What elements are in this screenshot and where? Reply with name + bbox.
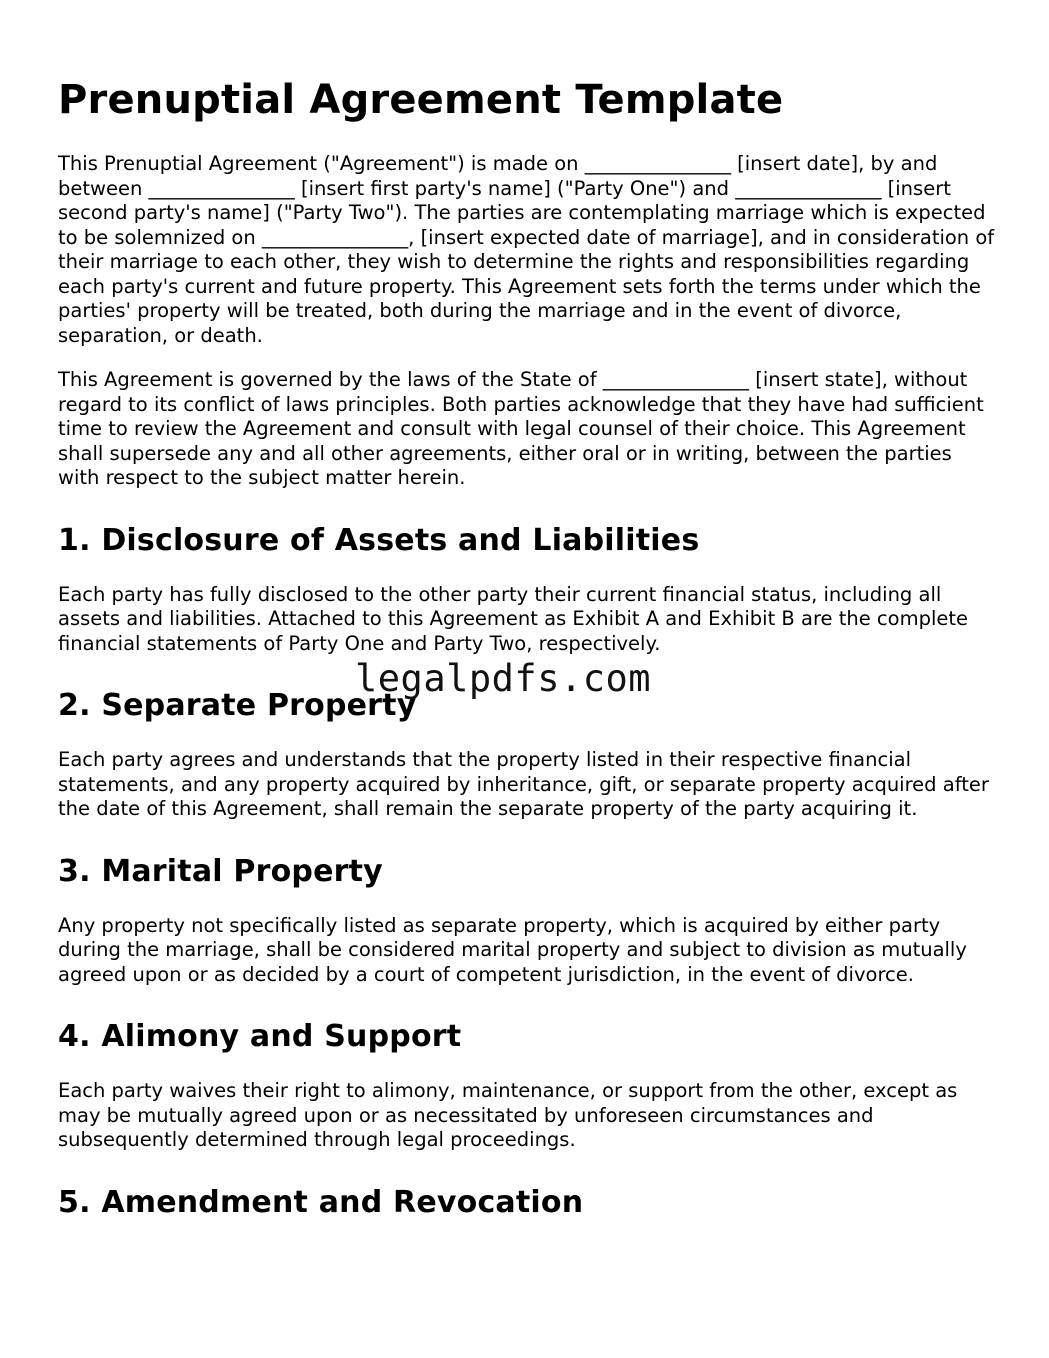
section-body: Each party waives their right to alimony, maintenance, or support from the other, except as may be mutually agreed upon or as necessitated by unforeseen circumstances and subsequently determined through legal proceedings. — [58, 1079, 958, 1151]
governing-law-paragraph: This Agreement is governed by the laws of the State of _______________ [insert state], without regard to its conflict of laws principles. Both parties acknowledge that they have had sufficient time to review the Agreement and consult with legal counsel of their choice. This Agreement shall supersede any and all other agreements, either oral or in writing, between the parties with respect to the subject matter herein. — [58, 368, 984, 489]
section-body: Each party agrees and understands that the property listed in their respective financial statements, and any property acquired by inheritance, gift, or separate property acquired after the date of this Agreement, shall remain the separate property of the party acquiring it. — [58, 748, 989, 820]
section-marital-property — [58, 854, 998, 988]
section-alimony — [58, 1019, 998, 1153]
section-heading: 3. Marital Property — [58, 853, 383, 889]
watermark-text: legalpdfs.com — [355, 657, 652, 700]
section-amendment — [58, 1185, 998, 1221]
section-heading: 2. Separate Property — [58, 688, 417, 723]
section-separate-property — [58, 688, 998, 822]
section-heading: 5. Amendment and Revocation — [58, 1184, 584, 1220]
section-heading: 4. Alimony and Support — [58, 1019, 462, 1054]
intro-paragraph: This Prenuptial Agreement ("Agreement") is made on _______________ [insert date], by and between _______________ [insert first party's name] ("Party One") and _______________ [insert second party's name] ("Party Two"). The parties are contemplating marriage which is expected to be solemnized on _______________, [insert expected date of marriage], and in consideration of their marriage to each other, they wish to determine the rights and responsibilities regarding each party's current and future property. This Agreement sets forth the terms under which the parties' property will be treated, both during the marriage and in the event of divorce, separation, or death. — [58, 152, 995, 347]
document-page — [58, 0, 998, 1221]
section-body: Any property not specifically listed as separate property, which is acquired by either party during the marriage, shall be considered marital property and subject to division as mutually agreed upon or as decided by a court of competent jurisdiction, in the event of divorce. — [58, 913, 967, 986]
section-disclosure — [58, 523, 998, 657]
section-heading: 1. Disclosure of Assets and Liabilities — [58, 522, 700, 558]
section-body: Each party has fully disclosed to the other party their current financial status, including all assets and liabilities. Attached to this Agreement as Exhibit A and Exhibit B are the complete financial statements of Party One and Party Two, respectively. — [58, 582, 969, 655]
document-title: Prenuptial Agreement Template — [58, 77, 784, 123]
